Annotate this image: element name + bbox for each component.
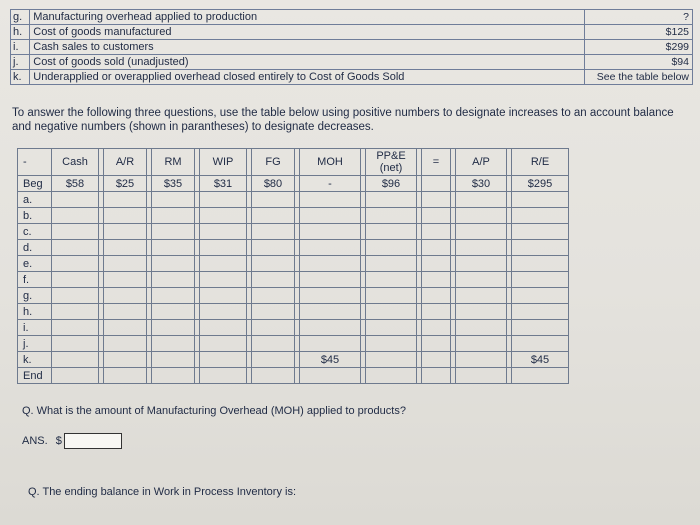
cell-wip[interactable]: [200, 304, 247, 320]
row-label: Beg: [18, 176, 52, 192]
cell-ap[interactable]: [456, 288, 507, 304]
cell-ar[interactable]: [104, 368, 147, 384]
cell-re[interactable]: [512, 208, 569, 224]
beg-fg: $80: [252, 176, 295, 192]
grid-row: [18, 368, 569, 384]
cell-rm[interactable]: [152, 208, 195, 224]
beg-moh: -: [300, 176, 361, 192]
beg-eq: [422, 176, 451, 192]
transaction-description: Manufacturing overhead applied to production: [30, 10, 584, 25]
cell-eq[interactable]: [422, 304, 451, 320]
cell-cash[interactable]: [52, 304, 99, 320]
cell-ppe[interactable]: [366, 192, 417, 208]
dollar-sign: $: [55, 435, 62, 447]
row-label: End: [18, 368, 52, 384]
cell-ap[interactable]: [456, 224, 507, 240]
instructions-text: To answer the following three questions, use the table below using positive numbers to designate increases to an account balance and negative numbers (shown in parantheses) to designate decreases.: [12, 107, 674, 133]
header-moh: MOH: [300, 149, 361, 176]
header-fg: FG: [252, 149, 295, 176]
cell-wip[interactable]: [200, 240, 247, 256]
row-label: g.: [18, 288, 52, 304]
cell-ar[interactable]: [104, 288, 147, 304]
cell-rm[interactable]: [152, 240, 195, 256]
cell-re[interactable]: [512, 272, 569, 288]
cell-eq[interactable]: [422, 352, 451, 368]
cell-cash[interactable]: [52, 192, 99, 208]
beg-rm: $35: [152, 176, 195, 192]
cell-fg[interactable]: [252, 320, 295, 336]
cell-ap[interactable]: [456, 192, 507, 208]
row-label: i.: [18, 320, 52, 336]
cell-fg[interactable]: [252, 240, 295, 256]
cell-ap[interactable]: [456, 208, 507, 224]
grid-row: [18, 336, 569, 352]
transaction-description: Cost of goods manufactured: [30, 25, 584, 40]
cell-moh[interactable]: [300, 240, 361, 256]
cell-wip[interactable]: [200, 288, 247, 304]
cell-moh[interactable]: [300, 272, 361, 288]
cell-cash[interactable]: [52, 288, 99, 304]
cell-ap[interactable]: [456, 256, 507, 272]
transaction-letter: k.: [11, 70, 30, 85]
header-equals: =: [422, 149, 451, 176]
transaction-description: Cash sales to customers: [30, 40, 584, 55]
cell-fg[interactable]: [252, 288, 295, 304]
cell-ap[interactable]: [456, 272, 507, 288]
cell-fg[interactable]: [252, 352, 295, 368]
grid-row: [18, 304, 569, 320]
cell-rm[interactable]: [152, 256, 195, 272]
transaction-value: See the table below: [584, 70, 692, 85]
cell-eq[interactable]: [422, 320, 451, 336]
cell-moh[interactable]: [300, 256, 361, 272]
transaction-description: Cost of goods sold (unadjusted): [30, 55, 584, 70]
accounts-grid: [17, 148, 569, 384]
row-label: b.: [18, 208, 52, 224]
cell-eq[interactable]: [422, 208, 451, 224]
grid-row: [18, 208, 569, 224]
cell-fg[interactable]: [252, 336, 295, 352]
cell-re[interactable]: [512, 240, 569, 256]
cell-wip[interactable]: [200, 224, 247, 240]
transaction-letter: j.: [11, 55, 30, 70]
cell-ap[interactable]: [456, 320, 507, 336]
grid-row: [18, 192, 569, 208]
cell-ppe[interactable]: [366, 288, 417, 304]
cell-ppe[interactable]: [366, 320, 417, 336]
grid-row: [18, 224, 569, 240]
transaction-value: $94: [584, 55, 692, 70]
cell-re[interactable]: $45: [512, 352, 569, 368]
transaction-value: $299: [584, 40, 692, 55]
transaction-row: [11, 25, 693, 40]
header-wip: WIP: [200, 149, 247, 176]
cell-wip[interactable]: [200, 192, 247, 208]
cell-ar[interactable]: [104, 304, 147, 320]
cell-ppe[interactable]: [366, 240, 417, 256]
transactions-list: [10, 9, 693, 85]
cell-eq[interactable]: [422, 224, 451, 240]
transaction-row: [11, 70, 693, 85]
cell-eq[interactable]: [422, 368, 451, 384]
cell-rm[interactable]: [152, 320, 195, 336]
cell-eq[interactable]: [422, 192, 451, 208]
cell-wip[interactable]: [200, 272, 247, 288]
cell-cash[interactable]: [52, 224, 99, 240]
cell-ar[interactable]: [104, 320, 147, 336]
cell-ar[interactable]: [104, 336, 147, 352]
cell-eq[interactable]: [422, 240, 451, 256]
cell-ap[interactable]: [456, 368, 507, 384]
beg-ppe: $96: [366, 176, 417, 192]
cell-eq[interactable]: [422, 288, 451, 304]
cell-wip[interactable]: [200, 336, 247, 352]
cell-fg[interactable]: [252, 304, 295, 320]
transaction-row: [11, 55, 693, 70]
cell-rm[interactable]: [152, 192, 195, 208]
beg-re: $295: [512, 176, 569, 192]
cell-cash[interactable]: [52, 368, 99, 384]
cell-wip[interactable]: [200, 320, 247, 336]
cell-cash[interactable]: [52, 336, 99, 352]
cell-moh[interactable]: [300, 336, 361, 352]
cell-ppe[interactable]: [366, 272, 417, 288]
beg-ap: $30: [456, 176, 507, 192]
cell-fg[interactable]: [252, 256, 295, 272]
transaction-description: Underapplied or overapplied overhead closed entirely to Cost of Goods Sold: [30, 70, 584, 85]
cell-ar[interactable]: [104, 192, 147, 208]
header-rm: RM: [152, 149, 195, 176]
cell-moh[interactable]: [300, 368, 361, 384]
cell-rm[interactable]: [152, 272, 195, 288]
row-label: j.: [18, 336, 52, 352]
transaction-row: [11, 40, 693, 55]
cell-ar[interactable]: [104, 352, 147, 368]
cell-cash[interactable]: [52, 320, 99, 336]
row-label: c.: [18, 224, 52, 240]
grid-row: [18, 272, 569, 288]
cell-ar[interactable]: [104, 208, 147, 224]
cell-re[interactable]: [512, 304, 569, 320]
cell-re[interactable]: [512, 288, 569, 304]
row-label: f.: [18, 272, 52, 288]
cell-eq[interactable]: [422, 256, 451, 272]
transaction-letter: g.: [11, 10, 30, 25]
grid-row: [18, 320, 569, 336]
header-ppe-line2: (net): [379, 162, 403, 174]
cell-ap[interactable]: [456, 304, 507, 320]
header-cash: Cash: [52, 149, 99, 176]
cell-cash[interactable]: [52, 240, 99, 256]
grid-row: [18, 240, 569, 256]
cell-ar[interactable]: [104, 240, 147, 256]
cell-wip[interactable]: [200, 256, 247, 272]
cell-moh[interactable]: $45: [300, 352, 361, 368]
answer-row: [22, 433, 122, 449]
cell-cash[interactable]: [52, 352, 99, 368]
beg-cash: $58: [52, 176, 99, 192]
cell-ppe[interactable]: [366, 208, 417, 224]
row-label: d.: [18, 240, 52, 256]
grid-header-row: [18, 149, 569, 176]
cell-moh[interactable]: [300, 208, 361, 224]
cell-rm[interactable]: [152, 288, 195, 304]
cell-moh[interactable]: [300, 320, 361, 336]
cell-wip[interactable]: [200, 368, 247, 384]
cell-re[interactable]: [512, 256, 569, 272]
cell-ap[interactable]: [456, 352, 507, 368]
cell-re[interactable]: [512, 368, 569, 384]
cell-rm[interactable]: [152, 224, 195, 240]
cell-rm[interactable]: [152, 368, 195, 384]
cell-fg[interactable]: [252, 272, 295, 288]
beg-wip: $31: [200, 176, 247, 192]
row-label: e.: [18, 256, 52, 272]
cell-cash[interactable]: [52, 272, 99, 288]
cell-cash[interactable]: [52, 208, 99, 224]
cell-rm[interactable]: [152, 352, 195, 368]
transaction-letter: i.: [11, 40, 30, 55]
cell-ppe[interactable]: [366, 256, 417, 272]
cell-ppe[interactable]: [366, 224, 417, 240]
cell-rm[interactable]: [152, 304, 195, 320]
cell-eq[interactable]: [422, 272, 451, 288]
cell-rm[interactable]: [152, 336, 195, 352]
cell-re[interactable]: [512, 224, 569, 240]
grid-row: [18, 256, 569, 272]
question-moh-applied: Q. What is the amount of Manufacturing Overhead (MOH) applied to products?: [22, 405, 406, 417]
cell-re[interactable]: [512, 320, 569, 336]
header-ap: A/P: [456, 149, 507, 176]
row-label: h.: [18, 304, 52, 320]
cell-ar[interactable]: [104, 256, 147, 272]
cell-ap[interactable]: [456, 240, 507, 256]
cell-re[interactable]: [512, 336, 569, 352]
grid-row: [18, 352, 569, 368]
transaction-letter: h.: [11, 25, 30, 40]
transaction-value: ?: [584, 10, 692, 25]
answer-label: ANS.: [22, 435, 48, 447]
cell-cash[interactable]: [52, 256, 99, 272]
cell-wip[interactable]: [200, 208, 247, 224]
row-label: k.: [18, 352, 52, 368]
header-blank: -: [18, 149, 52, 176]
cell-fg[interactable]: [252, 368, 295, 384]
cell-moh[interactable]: [300, 192, 361, 208]
cell-fg[interactable]: [252, 208, 295, 224]
header-ppe-line1: PP&E: [376, 150, 406, 162]
row-label: a.: [18, 192, 52, 208]
header-ppe: [366, 149, 417, 176]
cell-ppe[interactable]: [366, 304, 417, 320]
grid-row-beg: [18, 176, 569, 192]
cell-moh[interactable]: [300, 224, 361, 240]
cell-ppe[interactable]: [366, 336, 417, 352]
transaction-row: [11, 10, 693, 25]
answer-input[interactable]: [64, 433, 122, 449]
cell-moh[interactable]: [300, 304, 361, 320]
cell-ar[interactable]: [104, 272, 147, 288]
cell-wip[interactable]: [200, 352, 247, 368]
cell-ppe[interactable]: [366, 352, 417, 368]
cell-ppe[interactable]: [366, 368, 417, 384]
header-re: R/E: [512, 149, 569, 176]
header-ar: A/R: [104, 149, 147, 176]
beg-ar: $25: [104, 176, 147, 192]
cell-re[interactable]: [512, 192, 569, 208]
transaction-value: $125: [584, 25, 692, 40]
cell-moh[interactable]: [300, 288, 361, 304]
cell-fg[interactable]: [252, 192, 295, 208]
cell-ar[interactable]: [104, 224, 147, 240]
cell-ap[interactable]: [456, 336, 507, 352]
cell-eq[interactable]: [422, 336, 451, 352]
grid-row: [18, 288, 569, 304]
question-wip-ending: Q. The ending balance in Work in Process Inventory is:: [28, 486, 297, 498]
cell-fg[interactable]: [252, 224, 295, 240]
